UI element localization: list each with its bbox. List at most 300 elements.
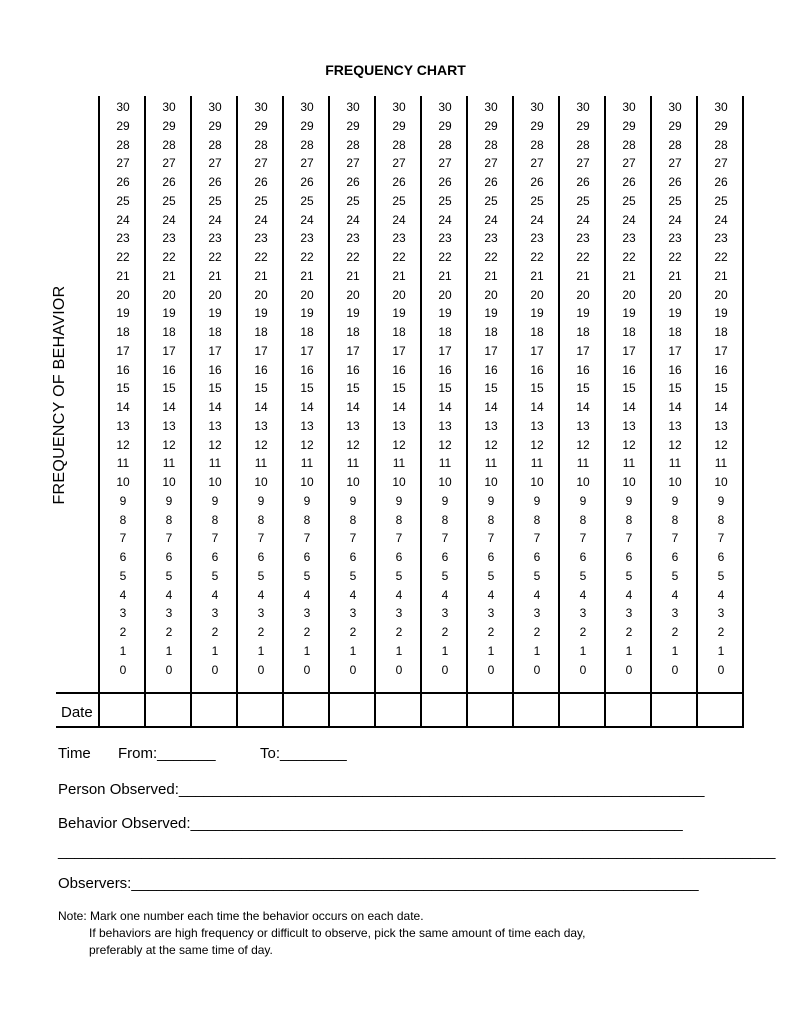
frequency-number[interactable]: 3 (303, 606, 311, 621)
frequency-number[interactable]: 30 (484, 100, 498, 114)
frequency-number[interactable]: 0 (441, 662, 449, 677)
frequency-number[interactable]: 18 (668, 325, 682, 339)
frequency-number[interactable]: 7 (625, 531, 633, 546)
frequency-number[interactable]: 17 (116, 343, 130, 358)
frequency-number[interactable]: 9 (671, 493, 679, 508)
frequency-number[interactable]: 14 (346, 400, 360, 414)
frequency-number[interactable]: 14 (668, 400, 682, 414)
frequency-number[interactable]: 6 (303, 550, 311, 564)
frequency-number[interactable]: 11 (622, 456, 636, 471)
frequency-number[interactable]: 3 (257, 606, 265, 621)
frequency-number[interactable]: 12 (530, 437, 544, 452)
frequency-number[interactable]: 14 (576, 400, 590, 414)
frequency-number[interactable]: 21 (300, 268, 314, 283)
frequency-number[interactable]: 28 (162, 137, 176, 152)
frequency-number[interactable]: 22 (622, 250, 636, 264)
frequency-number[interactable]: 10 (162, 475, 176, 489)
frequency-number[interactable]: 19 (530, 306, 544, 321)
frequency-number[interactable]: 20 (530, 287, 544, 302)
frequency-number[interactable]: 14 (116, 400, 130, 414)
frequency-number[interactable]: 10 (530, 475, 544, 489)
frequency-number[interactable]: 21 (392, 268, 406, 283)
frequency-number[interactable]: 23 (622, 231, 636, 246)
frequency-number[interactable]: 28 (668, 137, 682, 152)
frequency-number[interactable]: 3 (395, 606, 403, 621)
frequency-number[interactable]: 18 (346, 325, 360, 339)
frequency-number[interactable]: 21 (714, 268, 728, 283)
frequency-number[interactable]: 9 (395, 493, 403, 508)
frequency-number[interactable]: 17 (714, 343, 728, 358)
frequency-number[interactable]: 14 (530, 400, 544, 414)
frequency-number[interactable]: 7 (487, 531, 495, 546)
frequency-number[interactable]: 0 (349, 662, 357, 677)
frequency-number[interactable]: 26 (530, 175, 544, 189)
frequency-number[interactable]: 23 (346, 231, 360, 246)
frequency-number[interactable]: 26 (392, 175, 406, 189)
frequency-number[interactable]: 11 (576, 456, 590, 471)
frequency-number[interactable]: 6 (165, 550, 173, 564)
frequency-number[interactable]: 21 (254, 268, 268, 283)
frequency-number[interactable]: 13 (622, 418, 636, 433)
frequency-number[interactable]: 11 (438, 456, 452, 471)
frequency-number[interactable]: 25 (300, 193, 314, 208)
frequency-number[interactable]: 2 (579, 625, 587, 639)
frequency-number[interactable]: 23 (438, 231, 452, 246)
frequency-number[interactable]: 14 (300, 400, 314, 414)
frequency-number[interactable]: 5 (717, 568, 725, 583)
frequency-number[interactable]: 22 (346, 250, 360, 264)
frequency-number[interactable]: 24 (530, 212, 544, 227)
frequency-number[interactable]: 5 (625, 568, 633, 583)
frequency-number[interactable]: 7 (717, 531, 725, 546)
frequency-number[interactable]: 7 (579, 531, 587, 546)
date-cell[interactable] (606, 694, 652, 728)
frequency-number[interactable]: 1 (487, 643, 495, 658)
frequency-number[interactable]: 12 (576, 437, 590, 452)
frequency-number[interactable]: 29 (162, 118, 176, 133)
frequency-number[interactable]: 26 (208, 175, 222, 189)
frequency-number[interactable]: 24 (622, 212, 636, 227)
frequency-number[interactable]: 29 (622, 118, 636, 133)
frequency-number[interactable]: 9 (717, 493, 725, 508)
frequency-number[interactable]: 29 (208, 118, 222, 133)
date-cell[interactable] (652, 694, 698, 728)
frequency-number[interactable]: 1 (441, 643, 449, 658)
frequency-number[interactable]: 3 (671, 606, 679, 621)
frequency-number[interactable]: 2 (165, 625, 173, 639)
frequency-number[interactable]: 16 (622, 362, 636, 377)
frequency-number[interactable]: 17 (162, 343, 176, 358)
frequency-number[interactable]: 10 (484, 475, 498, 489)
frequency-number[interactable]: 8 (119, 512, 127, 527)
frequency-number[interactable]: 0 (303, 662, 311, 677)
frequency-number[interactable]: 27 (346, 156, 360, 171)
frequency-number[interactable]: 19 (714, 306, 728, 321)
frequency-number[interactable]: 17 (622, 343, 636, 358)
frequency-number[interactable]: 1 (395, 643, 403, 658)
frequency-number[interactable]: 28 (346, 137, 360, 152)
frequency-number[interactable]: 26 (438, 175, 452, 189)
frequency-number[interactable]: 6 (441, 550, 449, 564)
frequency-number[interactable]: 4 (717, 587, 725, 602)
frequency-number[interactable]: 11 (530, 456, 544, 471)
frequency-number[interactable]: 10 (208, 475, 222, 489)
frequency-number[interactable]: 13 (162, 418, 176, 433)
frequency-number[interactable]: 18 (484, 325, 498, 339)
frequency-number[interactable]: 15 (162, 381, 176, 396)
frequency-number[interactable]: 23 (162, 231, 176, 246)
frequency-number[interactable]: 10 (346, 475, 360, 489)
frequency-number[interactable]: 13 (300, 418, 314, 433)
frequency-number[interactable]: 23 (576, 231, 590, 246)
frequency-number[interactable]: 2 (211, 625, 219, 639)
frequency-number[interactable]: 3 (579, 606, 587, 621)
frequency-number[interactable]: 29 (484, 118, 498, 133)
frequency-number[interactable]: 13 (208, 418, 222, 433)
frequency-number[interactable]: 20 (622, 287, 636, 302)
frequency-number[interactable]: 25 (714, 193, 728, 208)
frequency-number[interactable]: 8 (487, 512, 495, 527)
frequency-number[interactable]: 20 (254, 287, 268, 302)
frequency-number[interactable]: 19 (254, 306, 268, 321)
frequency-number[interactable]: 26 (668, 175, 682, 189)
frequency-number[interactable]: 19 (346, 306, 360, 321)
frequency-number[interactable]: 15 (530, 381, 544, 396)
frequency-number[interactable]: 7 (533, 531, 541, 546)
frequency-number[interactable]: 10 (392, 475, 406, 489)
frequency-number[interactable]: 6 (211, 550, 219, 564)
frequency-number[interactable]: 30 (346, 100, 360, 114)
frequency-number[interactable]: 22 (484, 250, 498, 264)
frequency-number[interactable]: 26 (300, 175, 314, 189)
frequency-number[interactable]: 28 (208, 137, 222, 152)
frequency-number[interactable]: 6 (625, 550, 633, 564)
frequency-number[interactable]: 9 (625, 493, 633, 508)
frequency-number[interactable]: 8 (211, 512, 219, 527)
frequency-number[interactable]: 17 (300, 343, 314, 358)
frequency-number[interactable]: 14 (162, 400, 176, 414)
behavior-observed-continuation-line[interactable]: ______________________________________________________________________________________ (58, 843, 776, 860)
frequency-number[interactable]: 6 (257, 550, 265, 564)
frequency-number[interactable]: 18 (576, 325, 590, 339)
frequency-number[interactable]: 24 (668, 212, 682, 227)
frequency-number[interactable]: 17 (668, 343, 682, 358)
frequency-number[interactable]: 8 (165, 512, 173, 527)
frequency-number[interactable]: 15 (438, 381, 452, 396)
frequency-number[interactable]: 29 (668, 118, 682, 133)
frequency-number[interactable]: 29 (438, 118, 452, 133)
frequency-number[interactable]: 24 (438, 212, 452, 227)
frequency-number[interactable]: 16 (438, 362, 452, 377)
frequency-number[interactable]: 15 (576, 381, 590, 396)
frequency-number[interactable]: 15 (484, 381, 498, 396)
frequency-number[interactable]: 20 (346, 287, 360, 302)
frequency-number[interactable]: 9 (579, 493, 587, 508)
frequency-number[interactable]: 23 (116, 231, 130, 246)
frequency-number[interactable]: 27 (530, 156, 544, 171)
frequency-number[interactable]: 1 (119, 643, 127, 658)
frequency-number[interactable]: 24 (116, 212, 130, 227)
frequency-number[interactable]: 16 (162, 362, 176, 377)
frequency-number[interactable]: 18 (622, 325, 636, 339)
frequency-number[interactable]: 28 (484, 137, 498, 152)
frequency-number[interactable]: 14 (438, 400, 452, 414)
frequency-number[interactable]: 8 (625, 512, 633, 527)
frequency-number[interactable]: 17 (530, 343, 544, 358)
date-cell[interactable] (560, 694, 606, 728)
frequency-number[interactable]: 22 (530, 250, 544, 264)
frequency-number[interactable]: 18 (438, 325, 452, 339)
frequency-number[interactable]: 10 (622, 475, 636, 489)
frequency-number[interactable]: 16 (346, 362, 360, 377)
frequency-number[interactable]: 12 (622, 437, 636, 452)
frequency-number[interactable]: 27 (622, 156, 636, 171)
frequency-number[interactable]: 24 (714, 212, 728, 227)
frequency-number[interactable]: 25 (162, 193, 176, 208)
frequency-number[interactable]: 0 (487, 662, 495, 677)
frequency-number[interactable]: 13 (484, 418, 498, 433)
frequency-number[interactable]: 5 (395, 568, 403, 583)
frequency-number[interactable]: 26 (484, 175, 498, 189)
frequency-number[interactable]: 21 (162, 268, 176, 283)
frequency-number[interactable]: 18 (714, 325, 728, 339)
frequency-number[interactable]: 6 (395, 550, 403, 564)
frequency-number[interactable]: 11 (300, 456, 314, 471)
frequency-number[interactable]: 3 (165, 606, 173, 621)
frequency-number[interactable]: 19 (162, 306, 176, 321)
frequency-number[interactable]: 4 (257, 587, 265, 602)
frequency-number[interactable]: 2 (717, 625, 725, 639)
frequency-number[interactable]: 30 (208, 100, 222, 114)
frequency-number[interactable]: 30 (162, 100, 176, 114)
frequency-number[interactable]: 23 (714, 231, 728, 246)
frequency-number[interactable]: 7 (211, 531, 219, 546)
frequency-number[interactable]: 3 (533, 606, 541, 621)
frequency-number[interactable]: 29 (346, 118, 360, 133)
frequency-number[interactable]: 5 (487, 568, 495, 583)
frequency-number[interactable]: 3 (119, 606, 127, 621)
frequency-number[interactable]: 21 (346, 268, 360, 283)
frequency-number[interactable]: 7 (257, 531, 265, 546)
frequency-number[interactable]: 6 (533, 550, 541, 564)
frequency-number[interactable]: 28 (622, 137, 636, 152)
frequency-number[interactable]: 23 (392, 231, 406, 246)
frequency-number[interactable]: 2 (119, 625, 127, 639)
frequency-number[interactable]: 19 (668, 306, 682, 321)
frequency-number[interactable]: 3 (441, 606, 449, 621)
frequency-number[interactable]: 8 (441, 512, 449, 527)
frequency-number[interactable]: 9 (441, 493, 449, 508)
frequency-number[interactable]: 17 (576, 343, 590, 358)
frequency-number[interactable]: 12 (300, 437, 314, 452)
frequency-number[interactable]: 22 (300, 250, 314, 264)
frequency-number[interactable]: 8 (579, 512, 587, 527)
frequency-number[interactable]: 13 (116, 418, 130, 433)
frequency-number[interactable]: 16 (208, 362, 222, 377)
person-observed-field[interactable]: Person Observed:_______________________________________________________________ (58, 781, 705, 798)
frequency-number[interactable]: 9 (165, 493, 173, 508)
frequency-number[interactable]: 20 (438, 287, 452, 302)
frequency-number[interactable]: 20 (300, 287, 314, 302)
frequency-number[interactable]: 11 (162, 456, 176, 471)
frequency-number[interactable]: 18 (254, 325, 268, 339)
frequency-number[interactable]: 15 (668, 381, 682, 396)
frequency-number[interactable]: 16 (530, 362, 544, 377)
frequency-number[interactable]: 17 (254, 343, 268, 358)
frequency-number[interactable]: 23 (484, 231, 498, 246)
frequency-number[interactable]: 3 (211, 606, 219, 621)
frequency-number[interactable]: 14 (208, 400, 222, 414)
frequency-number[interactable]: 28 (530, 137, 544, 152)
frequency-number[interactable]: 14 (392, 400, 406, 414)
frequency-number[interactable]: 26 (576, 175, 590, 189)
frequency-number[interactable]: 25 (346, 193, 360, 208)
frequency-number[interactable]: 0 (717, 662, 725, 677)
frequency-number[interactable]: 26 (714, 175, 728, 189)
frequency-number[interactable]: 13 (346, 418, 360, 433)
frequency-number[interactable]: 17 (484, 343, 498, 358)
frequency-number[interactable]: 11 (254, 456, 268, 471)
frequency-number[interactable]: 20 (208, 287, 222, 302)
frequency-number[interactable]: 27 (484, 156, 498, 171)
frequency-number[interactable]: 2 (303, 625, 311, 639)
frequency-number[interactable]: 4 (441, 587, 449, 602)
date-cell[interactable] (284, 694, 330, 728)
frequency-number[interactable]: 12 (208, 437, 222, 452)
frequency-number[interactable]: 14 (714, 400, 728, 414)
frequency-number[interactable]: 26 (346, 175, 360, 189)
frequency-number[interactable]: 0 (533, 662, 541, 677)
frequency-number[interactable]: 24 (392, 212, 406, 227)
frequency-number[interactable]: 4 (625, 587, 633, 602)
frequency-number[interactable]: 15 (346, 381, 360, 396)
frequency-number[interactable]: 20 (484, 287, 498, 302)
frequency-number[interactable]: 1 (349, 643, 357, 658)
frequency-number[interactable]: 27 (438, 156, 452, 171)
frequency-number[interactable]: 22 (116, 250, 130, 264)
frequency-number[interactable]: 0 (119, 662, 127, 677)
frequency-number[interactable]: 24 (162, 212, 176, 227)
frequency-number[interactable]: 15 (300, 381, 314, 396)
behavior-observed-field[interactable]: Behavior Observed:___________________________________________________________ (58, 815, 683, 832)
frequency-number[interactable]: 26 (116, 175, 130, 189)
frequency-number[interactable]: 27 (392, 156, 406, 171)
frequency-number[interactable]: 22 (254, 250, 268, 264)
frequency-number[interactable]: 11 (208, 456, 222, 471)
frequency-number[interactable]: 24 (208, 212, 222, 227)
frequency-number[interactable]: 10 (254, 475, 268, 489)
frequency-number[interactable]: 0 (579, 662, 587, 677)
frequency-number[interactable]: 11 (668, 456, 682, 471)
frequency-number[interactable]: 2 (671, 625, 679, 639)
frequency-number[interactable]: 19 (300, 306, 314, 321)
frequency-number[interactable]: 1 (257, 643, 265, 658)
frequency-number[interactable]: 21 (622, 268, 636, 283)
frequency-number[interactable]: 17 (438, 343, 452, 358)
frequency-number[interactable]: 14 (622, 400, 636, 414)
frequency-number[interactable]: 18 (392, 325, 406, 339)
frequency-number[interactable]: 26 (162, 175, 176, 189)
frequency-number[interactable]: 19 (622, 306, 636, 321)
frequency-number[interactable]: 10 (714, 475, 728, 489)
frequency-number[interactable]: 4 (533, 587, 541, 602)
frequency-number[interactable]: 18 (208, 325, 222, 339)
frequency-number[interactable]: 17 (208, 343, 222, 358)
frequency-number[interactable]: 18 (530, 325, 544, 339)
frequency-number[interactable]: 21 (484, 268, 498, 283)
frequency-number[interactable]: 1 (717, 643, 725, 658)
frequency-number[interactable]: 2 (395, 625, 403, 639)
frequency-number[interactable]: 16 (116, 362, 130, 377)
frequency-number[interactable]: 21 (530, 268, 544, 283)
frequency-number[interactable]: 25 (254, 193, 268, 208)
frequency-number[interactable]: 22 (668, 250, 682, 264)
observers-field[interactable]: Observers:____________________________________________________________________ (58, 875, 699, 892)
date-cell[interactable] (238, 694, 284, 728)
frequency-number[interactable]: 16 (484, 362, 498, 377)
frequency-number[interactable]: 29 (714, 118, 728, 133)
frequency-number[interactable]: 25 (116, 193, 130, 208)
frequency-number[interactable]: 6 (671, 550, 679, 564)
time-to-field[interactable]: To:________ (260, 745, 347, 762)
frequency-number[interactable]: 1 (671, 643, 679, 658)
frequency-number[interactable]: 19 (392, 306, 406, 321)
frequency-number[interactable]: 22 (162, 250, 176, 264)
frequency-number[interactable]: 21 (438, 268, 452, 283)
frequency-number[interactable]: 26 (622, 175, 636, 189)
frequency-number[interactable]: 2 (349, 625, 357, 639)
frequency-number[interactable]: 23 (208, 231, 222, 246)
frequency-number[interactable]: 30 (116, 100, 130, 114)
frequency-number[interactable]: 3 (349, 606, 357, 621)
frequency-number[interactable]: 28 (576, 137, 590, 152)
frequency-number[interactable]: 19 (208, 306, 222, 321)
frequency-number[interactable]: 30 (254, 100, 268, 114)
frequency-number[interactable]: 8 (257, 512, 265, 527)
frequency-number[interactable]: 4 (165, 587, 173, 602)
frequency-number[interactable]: 22 (392, 250, 406, 264)
frequency-number[interactable]: 5 (671, 568, 679, 583)
frequency-number[interactable]: 15 (392, 381, 406, 396)
frequency-number[interactable]: 20 (116, 287, 130, 302)
frequency-number[interactable]: 28 (254, 137, 268, 152)
frequency-number[interactable]: 19 (438, 306, 452, 321)
date-cell[interactable] (192, 694, 238, 728)
frequency-number[interactable]: 4 (395, 587, 403, 602)
frequency-number[interactable]: 6 (119, 550, 127, 564)
date-cell[interactable] (468, 694, 514, 728)
frequency-number[interactable]: 28 (116, 137, 130, 152)
frequency-number[interactable]: 11 (346, 456, 360, 471)
frequency-number[interactable]: 8 (533, 512, 541, 527)
frequency-number[interactable]: 19 (484, 306, 498, 321)
frequency-number[interactable]: 1 (579, 643, 587, 658)
frequency-number[interactable]: 16 (300, 362, 314, 377)
frequency-number[interactable]: 3 (625, 606, 633, 621)
frequency-number[interactable]: 20 (668, 287, 682, 302)
frequency-number[interactable]: 10 (668, 475, 682, 489)
frequency-number[interactable]: 20 (714, 287, 728, 302)
frequency-number[interactable]: 1 (303, 643, 311, 658)
frequency-number[interactable]: 5 (257, 568, 265, 583)
frequency-number[interactable]: 18 (162, 325, 176, 339)
frequency-number[interactable]: 22 (438, 250, 452, 264)
frequency-number[interactable]: 23 (668, 231, 682, 246)
frequency-number[interactable]: 25 (438, 193, 452, 208)
frequency-number[interactable]: 25 (668, 193, 682, 208)
date-cell[interactable] (376, 694, 422, 728)
frequency-number[interactable]: 8 (349, 512, 357, 527)
